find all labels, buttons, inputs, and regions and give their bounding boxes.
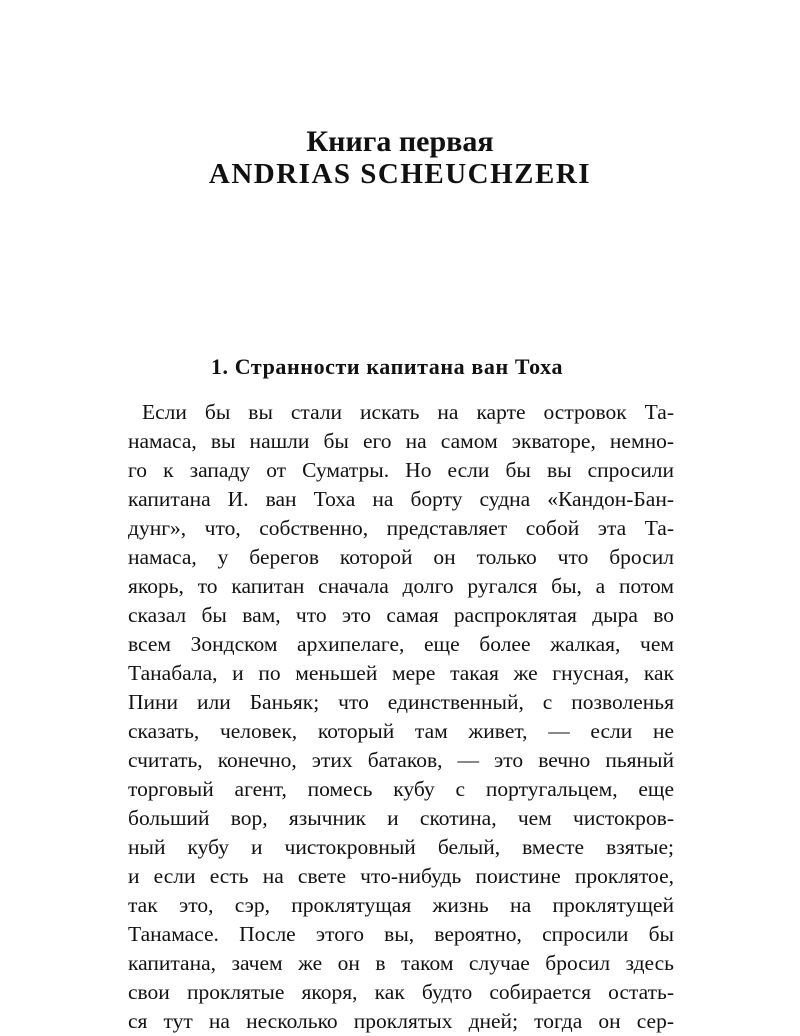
text-line: сказал бы вам, что это самая распроклятая дыра во (128, 603, 674, 627)
text-line: Танабала, и по меньшей мере такая же гнусная, как (128, 661, 674, 685)
book-subtitle: ANDRIAS SCHEUCHZERI (208, 158, 592, 190)
text-line: капитана И. ван Тоха на борту судна «Кандон-Бан- (128, 487, 674, 511)
text-line: считать, конечно, этих батаков, — это вечно пьяный (128, 748, 674, 772)
text-line: так это, сэр, проклятущая жизнь на проклятущей (128, 893, 674, 917)
text-line: Если бы вы стали искать на карте островок Та- (142, 400, 674, 424)
text-line: намаса, вы нашли бы его на самом экваторе, немно- (128, 429, 674, 453)
text-line: сказать, человек, который там живет, — если не (128, 719, 674, 743)
text-line: Танамасе. После этого вы, вероятно, спросили бы (128, 922, 674, 946)
text-line: торговый агент, помесь кубу с португальцем, еще (128, 777, 674, 801)
text-line: всем Зондском архипелаге, еще более жалкая, чем (128, 632, 674, 656)
text-line: намаса, у берегов которой он только что бросил (128, 545, 674, 569)
text-line: якорь, то капитан сначала долго ругался бы, а потом (128, 574, 674, 598)
text-line: ный кубу и чистокровный белый, вместе взятые; (128, 835, 674, 859)
text-line: ся тут на несколько проклятых дней; тогда он сер- (128, 1009, 674, 1033)
text-line: свои проклятые якоря, как будто собирается остать- (128, 980, 674, 1004)
text-line: Пини или Баньяк; что единственный, с позволенья (128, 690, 674, 714)
text-line: го к западу от Суматры. Но если бы вы спросили (128, 458, 674, 482)
text-line: и если есть на свете что-нибудь поистине проклятое, (128, 864, 674, 888)
chapter-title: 1. Странности капитана ван Тоха (210, 354, 564, 379)
text-line: дунг», что, собственно, представляет собой эта Та- (128, 516, 674, 540)
text-line: больший вор, язычник и скотина, чем чистокров- (128, 806, 674, 830)
body-paragraph (128, 398, 674, 1036)
text-line: капитана, зачем же он в таком случае бросил здесь (128, 951, 674, 975)
book-title: Книга первая (306, 125, 494, 158)
